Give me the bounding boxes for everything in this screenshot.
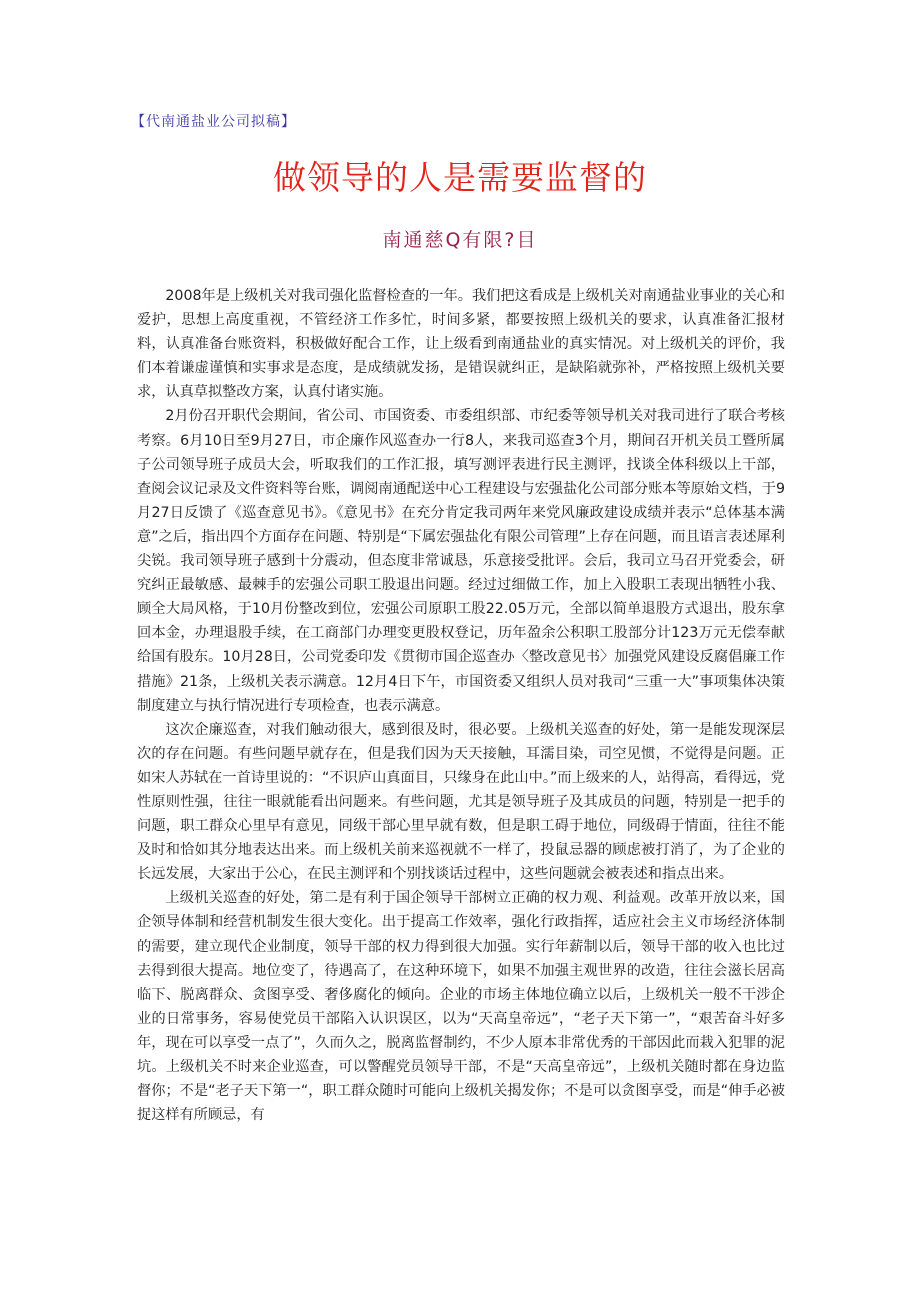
- document-subtitle: 南通慈Q有限?目: [382, 229, 538, 251]
- document-body: [137, 284, 785, 1127]
- paragraph-3: 这次企廉巡查，对我们触动很大，感到很及时，很必要。上级机关巡查的好处，第一是能发现深层次的存在问题。有些问题早就存在，但是我们因为天天接触，耳濡目染，司空见惯，不觉得是问题。正如宋人苏轼在一首诗里说的：“不识庐山真面目，只缘身在此山中。”而上级来的人，站得高，看得远，党性原则性强，往往一眼就能看出问题来。有些问题，尤其是领导班子及其成员的问题，特别是一把手的问题，职工群众心里早有意见，同级干部心里早就有数，但是职工碍于地位，同级碍于情面，往往不能及时和恰如其分地表达出来。而上级机关前来巡视就不一样了，投鼠忌器的顾虑被打消了，为了企业的长远发展，大家出于公心，在民主测评和个别找谈话过程中，这些问题就会被表述和指点出来。: [137, 721, 785, 883]
- document-title: 做领导的人是需要监督的: [273, 158, 647, 197]
- paragraph-4: 上级机关巡查的好处，第二是有利于国企领导干部树立正确的权力观、利益观。改革开放以来，国企领导体制和经营机制发生很大变化。出于提高工作效率，强化行政指挥，适应社会主义市场经济体制的需要，建立现代企业制度，领导干部的权力得到很大加强。实行年薪制以后，领导干部的收入也比过去得到很大提高。地位变了，待遇高了，在这种环境下，如果不加强主观世界的改造，往往会滋长居高临下、脱离群众、贪图享受、奢侈腐化的倾向。企业的市场主体地位确立以后，上级机关一般不干涉企业的日常事务，容易使党员干部陷入认识误区，以为“天高皇帝远”，“老子天下第一”，“艰苦奋斗好多年，现在可以享受一点了”，久而久之，脱离监督制约，不少人原本非常优秀的干部因此而栽入犯罪的泥坑。上级机关不时来企业巡查，可以警醒党员领导干部，不是“天高皇帝远”，上级机关随时都在身边监督你；不是“老子天下第一“，职工群众随时可能向上级机关揭发你；不是可以贪图享受，而是“伸手必被捉这样有所顾忌，有: [137, 890, 785, 1124]
- draft-tag: 【代南通盐业公司拟稿】: [131, 114, 296, 130]
- paragraph-1: 2008年是上级机关对我司强化监督检查的一年。我们把这看成是上级机关对南通盐业事业的关心和爱护，思想上高度重视，不管经济工作多忙，时间多紧，都要按照上级机关的要求，认真准备汇报材料，认真准备台账资料，积极做好配合工作，让上级看到南通盐业的真实情况。对上级机关的评价，我们本着谦虚谨慎和实事求是态度，是成绩就发扬，是错误就纠正，是缺陷就弥补，严格按照上级机关要求，认真草拟整改方案，认真付诸实施。: [137, 288, 785, 401]
- paragraph-2: 2月份召开职代会期间，省公司、市国资委、市委组织部、市纪委等领导机关对我司进行了联合考核考察。6月10日至9月27日，市企廉作风巡查办一行8人，来我司巡查3个月，期间召开机关员工暨所属子公司领导班子成员大会，听取我们的工作汇报，填写测评表进行民主测评，找谈全体科级以上干部，查阅会议记录及文件资料等台账，调阅南通配送中心工程建设与宏强盐化公司部分账本等原始文档，于9月27日反馈了《巡查意见书》。《意见书》在充分肯定我司两年来党风廉政建设成绩并表示“总体基本满意”之后，指出四个方面存在问题、特别是“下属宏强盐化有限公司管理”上存在问题，而且语言表述犀利尖锐。我司领导班子感到十分震动，但态度非常诚恳，乐意接受批评。会后，我司立马召开党委会，研究纠正最敏感、最棘手的宏强公司职工股退出问题。经过过细做工作，加上入股职工表现出牺牲小我、顾全大局风格，于10月份整改到位，宏强公司原职工股22.05万元，全部以简单退股方式退出，股东拿回本金，办理退股手续，在工商部门办理变更股权登记，历年盈余公积职工股部分计123万元无偿奉献给国有股东。10月28日，公司党委印发《贯彻市国企巡查办〈整改意见书〉加强党风建设反腐倡廉工作措施》21条，上级机关表示满意。12月4日下午，市国资委又组织人员对我司“三重一大”事项集体决策制度建立与执行情况进行专项检查，也表示满意。: [137, 408, 785, 714]
